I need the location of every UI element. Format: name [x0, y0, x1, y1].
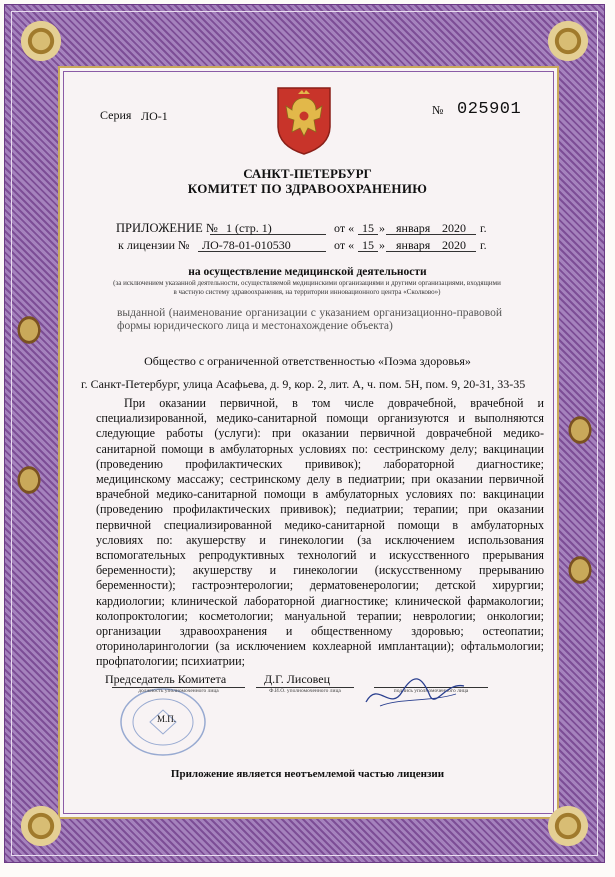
- appendix-year: 2020: [442, 221, 466, 235]
- name-caption: Ф.И.О. уполномоченного лица: [256, 687, 354, 694]
- purpose-fine-print: (за исключением указанной деятельности, осуществляемой медицинскими организациями и другими организациями, входящими в частную систему здравоохранения, на территории инновационного центра «Сколково»): [113, 279, 501, 296]
- appendix-date-prefix: от «: [334, 221, 355, 235]
- authority-committee: КОМИТЕТ ПО ЗДРАВООХРАНЕНИЮ: [187, 181, 428, 196]
- handwritten-signature-icon: [360, 672, 470, 714]
- form-number: 025901: [457, 100, 522, 119]
- services-list: При оказании первичной, в том числе доврачебной, врачебной и специализированной, медико-санитарной помощи организуются и выполняются следующие работы (услуги): при оказании первичной доврачебной медико-санитарной помощи в амбулаторных условиях по: сестринскому делу; вакцинации (проведению профилактических прививок); лабораторной диагностике; медицинскому массажу; сестринскому делу в педиатрии; при оказании первичной врачебной медико-санитарной помощи в амбулаторных условиях по: вакцинации (проведению профилактических прививок); педиатрии; терапии; при оказании первичной специализированной медико-санитарной помощи в амбулаторных условиях по: акушерству и гинекологии (за исключением использования вспомогательных репродуктивных технологий и искусственного прерывания беременности); акушерству и гинекологии (искусственному прерыванию беременности); гастроэнтерологии; дерматовенерологии; детской хирургии; кардиологии; клинической лабораторной диагностике; клинической фармакологии; колопроктологии; косметологии; мануальной терапии; неврологии; онкологии; организации здравоохранения и общественному здоровью; остеопатии; оториноларингологии (за исключением кохлеарной имплантации); офтальмологии; профпатологии; психиатрии;: [96, 396, 544, 669]
- organization-name: Общество с ограниченной ответственностью «Поэма здоровья»: [144, 354, 471, 368]
- appendix-quote: »: [379, 221, 385, 235]
- appendix-label: ПРИЛОЖЕНИЕ №: [116, 221, 218, 235]
- stamp-place-label: М.П.: [157, 714, 177, 724]
- appendix-day: 15: [362, 221, 374, 235]
- license-label: к лицензии №: [118, 238, 190, 252]
- signature-caption: подпись уполномоченного лица: [374, 687, 488, 694]
- signatory-position: Председатель Комитета: [105, 672, 227, 686]
- license-purpose: на осуществление медицинской деятельности: [188, 266, 427, 278]
- coat-of-arms-icon: [272, 84, 336, 156]
- series-value: ЛО-1: [141, 109, 168, 123]
- appendix-year-suffix: г.: [480, 221, 487, 235]
- authority-city: САНКТ-ПЕТЕРБУРГ: [243, 166, 372, 181]
- number-symbol: №: [432, 103, 444, 117]
- footer-note: Приложение является неотъемлемой частью лицензии: [170, 768, 445, 780]
- license-number: ЛО-78-01-010530: [202, 238, 291, 252]
- appendix-month: января: [396, 221, 431, 235]
- license-day: 15: [362, 238, 374, 252]
- appendix-value: 1 (стр. 1): [226, 221, 272, 235]
- license-year-suffix: г.: [480, 238, 487, 252]
- position-caption: должность уполномоченного лица: [112, 687, 245, 694]
- license-date-prefix: от «: [334, 238, 355, 252]
- organization-address: г. Санкт-Петербург, улица Асафьева, д. 9, кор. 2, лит. А, ч. пом. 5Н, пом. 9, 20-31, 33-35: [81, 377, 526, 391]
- issued-to-caption: выданной (наименование организации с указанием организационно-правовой формы юридического лица и местонахождение объекта): [117, 307, 502, 332]
- license-year: 2020: [442, 238, 466, 252]
- series-label: Серия: [100, 108, 132, 122]
- license-month: января: [396, 238, 431, 252]
- signatory-name: Д.Г. Лисовец: [264, 672, 330, 686]
- license-quote: »: [379, 238, 385, 252]
